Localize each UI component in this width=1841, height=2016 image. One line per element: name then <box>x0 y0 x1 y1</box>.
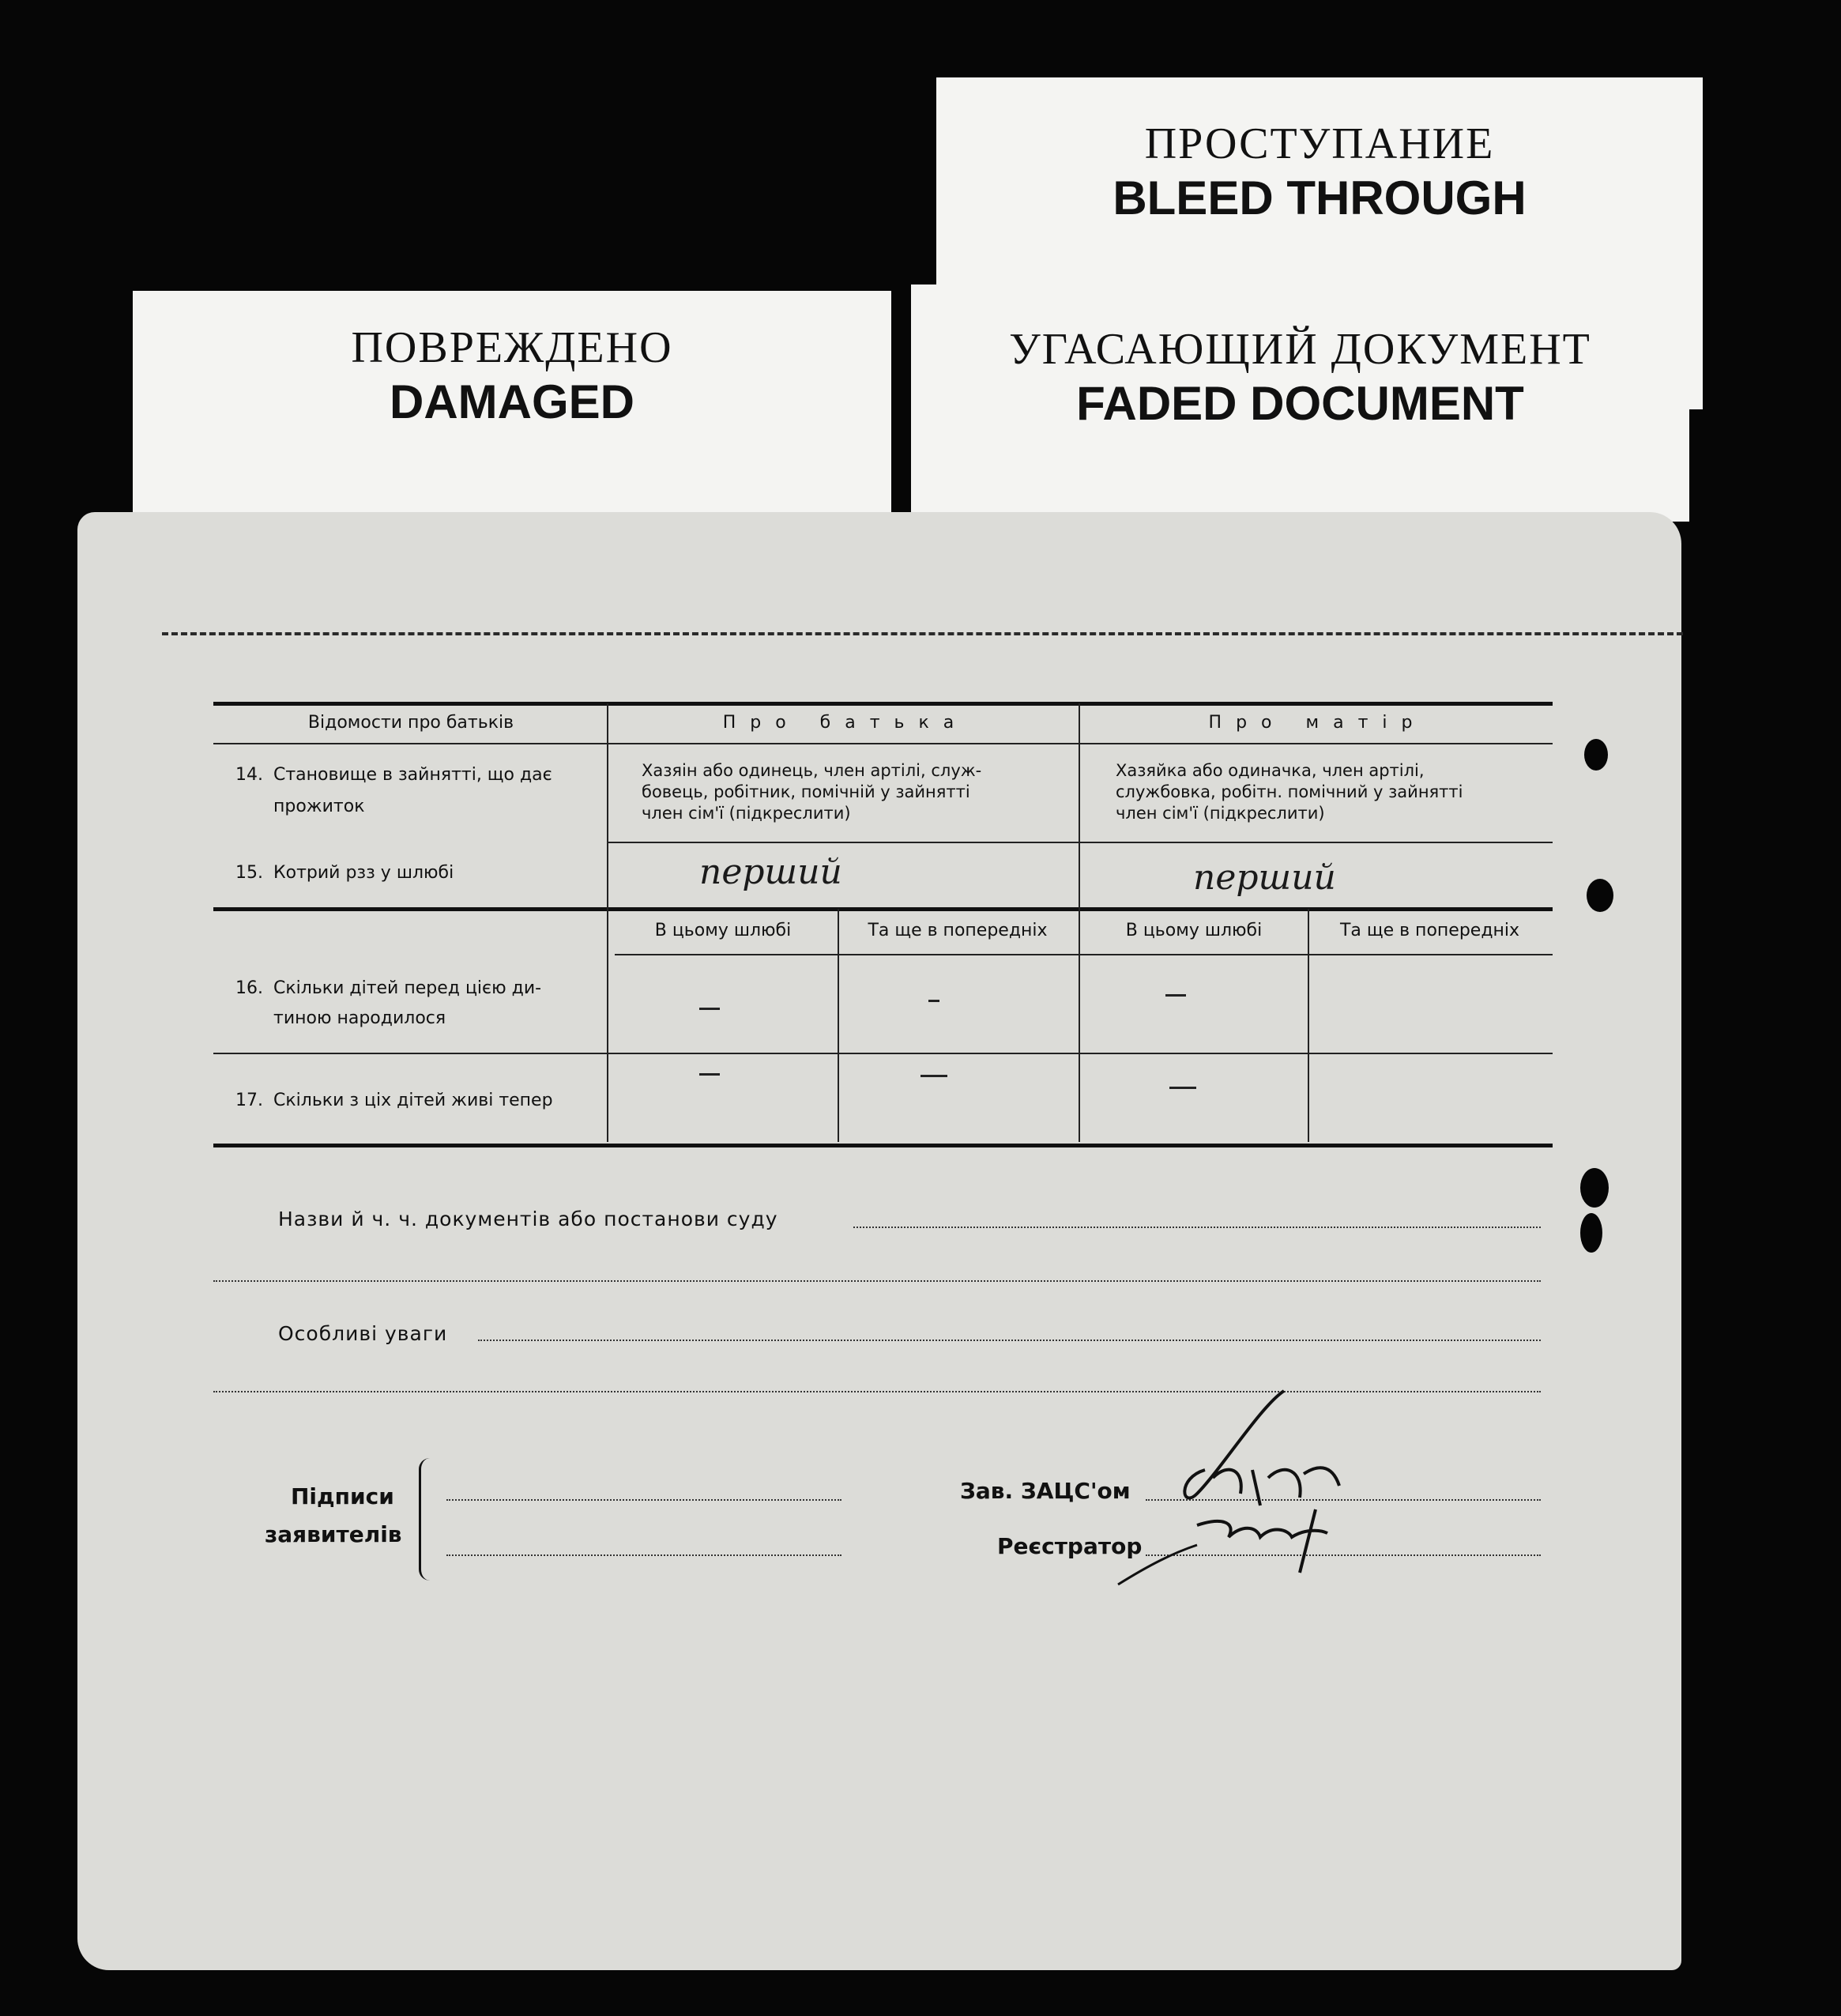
perforation-line <box>162 632 1683 635</box>
row16-father-this-dash <box>699 1008 720 1010</box>
head-label: Зав. ЗАЦС'ом <box>960 1478 1131 1504</box>
registrar-label: Реєстратор <box>997 1533 1143 1559</box>
faded-document-card <box>911 285 1689 522</box>
row17-father-prev-dash <box>920 1075 947 1077</box>
documents-line-1 <box>853 1227 1541 1228</box>
faded-document-ru: УГАСАЮЩИЙ ДОКУМЕНТ <box>1009 325 1591 374</box>
bleed-through-ru: ПРОСТУПАНИЕ <box>1144 119 1495 168</box>
row15-label: Котрий рзз у шлюбі <box>273 863 454 883</box>
binding-hole <box>1580 1168 1609 1208</box>
applicant-signature-line-2 <box>446 1554 841 1556</box>
header-parents-info: Відомости про батьків <box>307 713 514 733</box>
row14-father-line2: бовець, робітник, помічній у зайнятті <box>642 782 970 801</box>
row15-number: 15. <box>235 863 263 883</box>
row15-rule <box>213 907 1553 911</box>
row14-mother-line1: Хазяйка або одиначка, член артілі, <box>1116 761 1425 780</box>
row16-label-line1: Скільки дітей перед цією ди- <box>273 978 542 998</box>
father-this-marriage: В цьому шлюбі <box>654 921 792 940</box>
binding-hole <box>1584 739 1608 771</box>
row16-mother-this-dash <box>1165 994 1186 997</box>
row14-mother-line3: член сім'ї (підкреслити) <box>1116 804 1325 823</box>
col-divider-father-sub <box>838 909 839 1142</box>
notes-line-1 <box>478 1340 1541 1341</box>
row16-number: 16. <box>235 978 263 998</box>
father-previous: Та ще в попередніх <box>868 921 1048 940</box>
row17-mother-this-dash <box>1169 1087 1196 1089</box>
notes-label: Особливі уваги <box>278 1322 448 1345</box>
mother-this-marriage: В цьому шлюбі <box>1125 921 1263 940</box>
row14-label-line1: Становище в зайнятті, що дає <box>273 765 552 785</box>
row14-father-line1: Хазяін або одинець, член артілі, служ- <box>642 761 982 780</box>
row14-father-line3: член сім'ї (підкреслити) <box>642 804 851 823</box>
binding-hole <box>1587 879 1613 912</box>
signature-scribble <box>1102 1375 1402 1596</box>
row14-label-line2: прожиток <box>273 797 365 816</box>
row14-rule <box>608 842 1553 843</box>
row16-label-line2: тиною народилося <box>273 1008 446 1028</box>
row15-mother-value: перший <box>1193 857 1336 898</box>
table-bottom-rule <box>213 1144 1553 1147</box>
documents-line-2 <box>213 1280 1541 1282</box>
row15-father-value: перший <box>699 852 842 892</box>
documents-label: Назви й ч. ч. документів або постанови суду <box>278 1208 778 1230</box>
damaged-card <box>133 291 891 528</box>
mother-previous: Та ще в попередніх <box>1339 921 1520 940</box>
header-father: Про батька <box>722 713 969 733</box>
subheader-rule <box>615 954 1553 955</box>
row17-father-this-dash <box>699 1073 720 1076</box>
header-mother: Про матір <box>1208 713 1427 733</box>
bleed-through-en: BLEED THROUGH <box>1113 171 1527 224</box>
row16-father-prev-dash <box>928 1000 939 1002</box>
row14-number: 14. <box>235 765 263 785</box>
row16-rule <box>213 1053 1553 1054</box>
binding-hole <box>1580 1213 1602 1253</box>
col-divider-mother-sub <box>1308 909 1309 1142</box>
damaged-en: DAMAGED <box>390 375 634 428</box>
row17-label: Скільки з ціх дітей живі тепер <box>273 1091 553 1110</box>
applicants-signatures-label-2: заявителів <box>265 1521 402 1547</box>
table-top-rule <box>213 702 1553 706</box>
row14-mother-line2: службовка, робітн. помічний у зайнятті <box>1116 782 1463 801</box>
row17-number: 17. <box>235 1091 263 1110</box>
applicants-signatures-label-1: Підписи <box>291 1483 394 1509</box>
damaged-ru: ПОВРЕЖДЕНО <box>351 323 673 372</box>
header-rule <box>213 743 1553 744</box>
applicant-signature-line-1 <box>446 1499 841 1501</box>
faded-document-en: FADED DOCUMENT <box>1076 377 1524 430</box>
signature-brace <box>419 1458 437 1581</box>
